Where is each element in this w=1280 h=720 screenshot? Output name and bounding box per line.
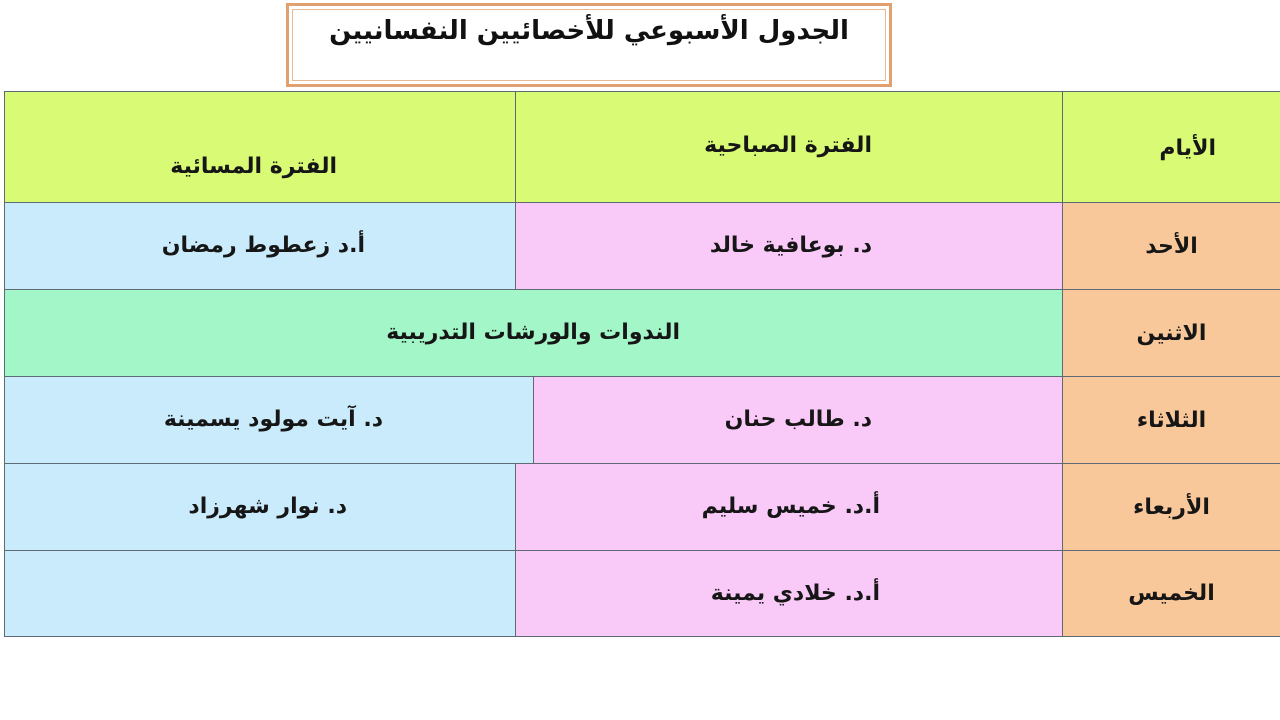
morning-specialist: أ.د. خميس سليم xyxy=(701,494,880,519)
merged-activity: الندوات والورشات التدريبية xyxy=(386,320,680,345)
day-cell-wednesday xyxy=(1062,463,1280,551)
page-title: الجدول الأسبوعي للأخصائيين النفسانيين xyxy=(329,16,849,46)
day-label: الثلاثاء xyxy=(1136,407,1207,433)
day-label: الاثنين xyxy=(1136,320,1207,346)
morning-specialist: أ.د. خلادي يمينة xyxy=(710,581,880,606)
merged-cell-monday xyxy=(4,289,1063,377)
day-label: الأحد xyxy=(1145,233,1198,259)
morning-specialist: د. طالب حنان xyxy=(724,407,872,432)
header-days-cell xyxy=(1062,91,1280,203)
day-cell-thursday xyxy=(1062,550,1280,637)
title-box xyxy=(286,3,892,87)
header-days-label: الأيام xyxy=(1159,136,1216,161)
evening-specialist: أ.د زعطوط رمضان xyxy=(161,233,365,258)
morning-cell-tuesday xyxy=(533,376,1063,464)
header-morning-label: الفترة الصباحية xyxy=(704,133,872,158)
evening-cell-tuesday xyxy=(4,376,534,464)
evening-cell-wednesday xyxy=(4,463,516,551)
evening-specialist: د. نوار شهرزاد xyxy=(188,494,347,519)
morning-cell-wednesday xyxy=(515,463,1063,551)
header-evening-label: الفترة المسائية xyxy=(170,154,337,179)
evening-cell-sunday xyxy=(4,202,516,290)
morning-cell-sunday xyxy=(515,202,1063,290)
evening-specialist: د. آيت مولود يسمينة xyxy=(163,407,383,432)
evening-cell-thursday xyxy=(4,550,516,637)
morning-cell-thursday xyxy=(515,550,1063,637)
day-cell-tuesday xyxy=(1062,376,1280,464)
day-cell-monday xyxy=(1062,289,1280,377)
header-evening-cell xyxy=(4,91,516,203)
day-label: الأربعاء xyxy=(1133,494,1210,520)
header-morning-cell xyxy=(515,91,1063,203)
day-cell-sunday xyxy=(1062,202,1280,290)
morning-specialist: د. بوعافية خالد xyxy=(709,233,872,258)
day-label: الخميس xyxy=(1128,581,1215,606)
